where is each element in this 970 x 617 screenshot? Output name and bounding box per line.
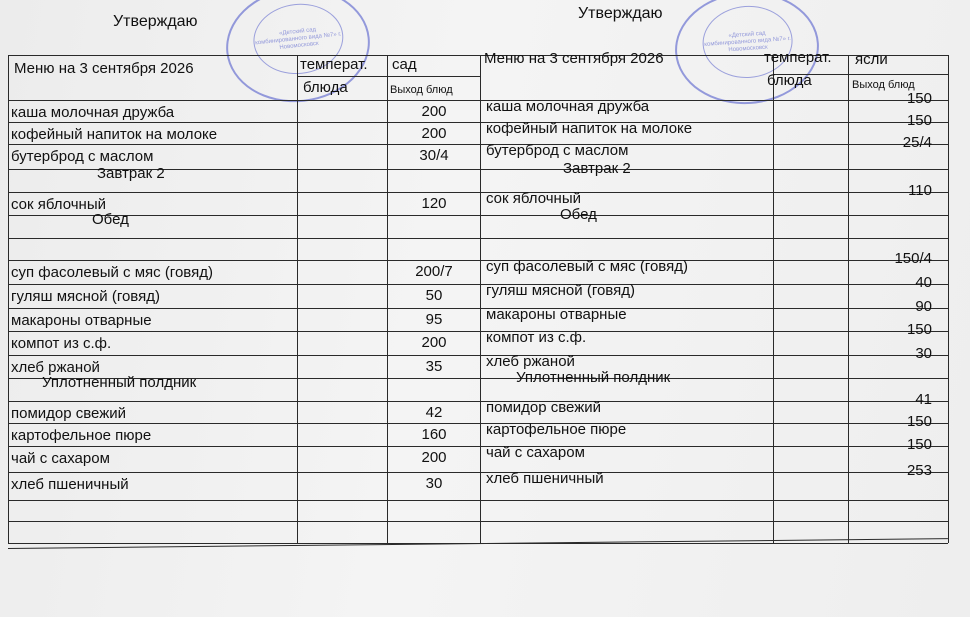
dish-name: гуляш мясной (говяд) (11, 288, 160, 305)
section-heading: Завтрак 2 (97, 165, 165, 182)
table-row-line (8, 260, 948, 261)
dish-name: бутерброд с маслом (486, 142, 629, 159)
dish-output: 30 (425, 475, 443, 492)
table-col-line (387, 55, 388, 543)
dish-output: 200 (421, 334, 447, 351)
table-row-line (8, 331, 948, 332)
dish-name: кофейный напиток на молоке (11, 126, 218, 143)
section-heading: Уплотненный полдник (42, 374, 197, 391)
dish-output: 120 (421, 195, 447, 212)
dish-name: сок яблочный (486, 190, 581, 207)
dish-name: компот из с.ф. (486, 329, 587, 346)
dish-output: 200/7 (415, 263, 453, 280)
dish-output: 200 (421, 103, 447, 120)
right-temp-header-sub: блюда (767, 72, 812, 89)
right-menu-title: Меню на 3 сентября 2026 (484, 50, 664, 67)
dish-name: помидор свежий (486, 399, 602, 416)
dish-output: 150/4 (894, 250, 932, 267)
table-row-line (8, 500, 948, 501)
table-col-line (948, 55, 949, 543)
dish-output: 40 (915, 274, 932, 291)
table-row-line (8, 401, 948, 402)
table-row-line (8, 215, 948, 216)
table-row-line (8, 192, 948, 193)
table-row-line (8, 284, 948, 285)
dish-name: чай с сахаром (11, 450, 110, 467)
stamp-seal-text: «Детский сад комбинированного вида №7» г. Новомосковск (700, 3, 795, 81)
dish-output: 150 (906, 413, 932, 430)
table-col-line (8, 55, 9, 543)
section-heading: Обед (92, 211, 129, 228)
stamp-seal-text: «Детский сад комбинированного вида №7» г. Новомосковск (250, 0, 347, 78)
left-output-header: Выход блюд (390, 84, 453, 96)
dish-name: помидор свежий (11, 405, 127, 422)
dish-name: компот из с.ф. (11, 335, 112, 352)
table-col-line (480, 55, 481, 543)
approve-label-left: Утверждаю (113, 13, 198, 30)
dish-name: суп фасолевый с мяс (говяд) (486, 258, 688, 275)
dish-output: 41 (915, 391, 932, 408)
table-row-line (8, 308, 948, 309)
dish-name: суп фасолевый с мяс (говяд) (11, 264, 213, 281)
dish-name: картофельное пюре (486, 421, 627, 438)
left-group-header: сад (392, 56, 417, 73)
dish-name: чай с сахаром (486, 444, 585, 461)
dish-output: 200 (421, 449, 447, 466)
table-row-line (8, 100, 948, 101)
section-heading: Завтрак 2 (563, 160, 631, 177)
right-output-header: Выход блюд (852, 79, 915, 91)
dish-output: 30/4 (419, 147, 449, 164)
dish-name: бутерброд с маслом (11, 148, 154, 165)
table-col-line (773, 55, 774, 543)
dish-output: 160 (421, 426, 447, 443)
right-temp-header: температ. (764, 49, 832, 66)
dish-name: гуляш мясной (говяд) (486, 282, 635, 299)
dish-output: 150 (906, 436, 932, 453)
table-row-line (8, 122, 948, 123)
dish-name: хлеб пшеничный (11, 476, 129, 493)
table-row-line (8, 355, 948, 356)
approve-label-right: Утверждаю (578, 5, 663, 22)
dish-name: макароны отварные (486, 306, 627, 323)
dish-output: 150 (906, 321, 932, 338)
dish-output: 30 (915, 345, 932, 362)
dish-output: 150 (906, 112, 932, 129)
dish-output: 50 (425, 287, 443, 304)
dish-output: 110 (908, 182, 932, 199)
left-menu-title: Меню на 3 сентября 2026 (14, 60, 194, 77)
dish-name: хлеб ржаной (486, 353, 575, 370)
table-row-line (8, 446, 948, 447)
dish-output: 25/4 (902, 134, 932, 151)
dish-name: картофельное пюре (11, 427, 152, 444)
dish-name: каша молочная дружба (486, 98, 650, 115)
right-group-header: ясли (855, 51, 888, 68)
dish-output: 200 (421, 125, 447, 142)
dish-output: 95 (425, 311, 443, 328)
dish-name: макароны отварные (11, 312, 152, 329)
section-heading: Обед (560, 206, 597, 223)
left-temp-header-sub: блюда (303, 79, 348, 96)
table-row-line (8, 423, 948, 424)
table-row-line (8, 472, 948, 473)
dish-output: 42 (425, 404, 443, 421)
section-heading: Уплотненный полдник (516, 369, 671, 386)
dish-output: 90 (915, 298, 932, 315)
table-row-line (8, 144, 948, 145)
table-row-line (8, 238, 948, 239)
dish-name: хлеб ржаной (11, 359, 100, 376)
table-col-line (297, 55, 298, 543)
table-col-line (848, 55, 849, 543)
dish-name: кофейный напиток на молоке (486, 120, 693, 137)
table-row-line (297, 76, 480, 77)
table-row-line (8, 521, 948, 522)
dish-output: 150 (906, 90, 932, 107)
dish-output: 35 (425, 358, 443, 375)
dish-name: каша молочная дружба (11, 104, 175, 121)
left-temp-header: температ. (300, 56, 368, 73)
dish-output: 253 (906, 462, 932, 479)
dish-name: сок яблочный (11, 196, 106, 213)
dish-name: хлеб пшеничный (486, 470, 604, 487)
